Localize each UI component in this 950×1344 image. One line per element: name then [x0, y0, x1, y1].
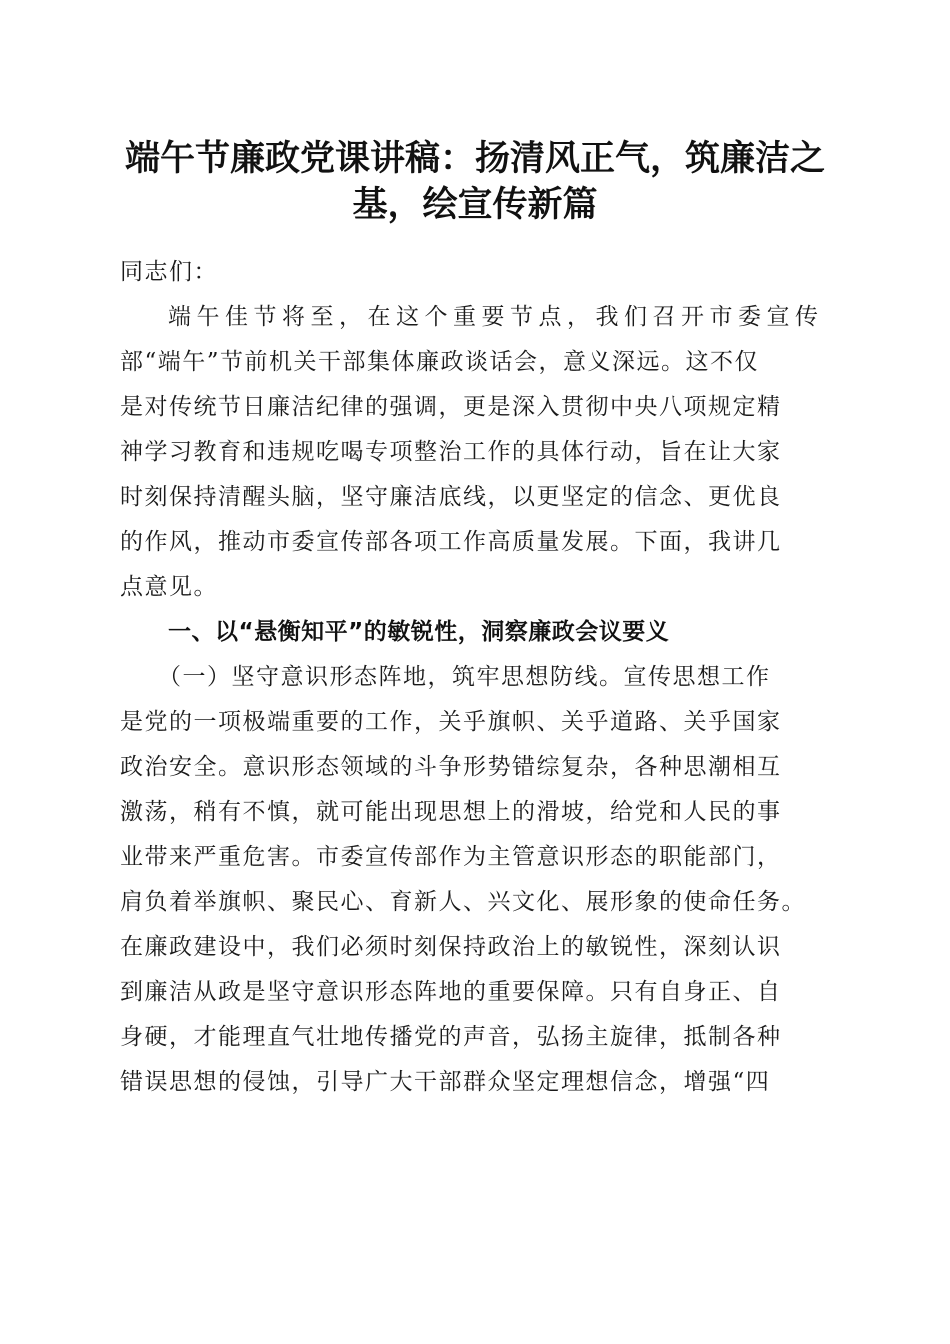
paragraph-line: 错误思想的侵蚀，引导广大干部群众坚定理想信念，增强“四 — [120, 1069, 771, 1095]
document-body — [120, 250, 825, 1105]
paragraph-line: 的作风，推动市委宣传部各项工作高质量发展。下面，我讲几 — [120, 529, 782, 555]
paragraph-line: 点意见。 — [120, 574, 218, 600]
paragraph-line: 政治安全。意识形态领域的斗争形势错综复杂，各种思潮相互 — [120, 754, 782, 780]
paragraph-line: 到廉洁从政是坚守意识形态阵地的重要保障。只有自身正、自 — [120, 979, 782, 1005]
paragraph-section1-point1 — [120, 655, 825, 1105]
section-heading: 一、以“悬衡知平”的敏锐性，洞察廉政会议要义 — [168, 619, 670, 645]
paragraph-line: 在廉政建设中，我们必须时刻保持政治上的敏锐性，深刻认识 — [120, 934, 782, 960]
paragraph-line: 神学习教育和违规吃喝专项整治工作的具体行动，旨在让大家 — [120, 439, 782, 465]
paragraph-line: 时刻保持清醒头脑，坚守廉洁底线，以更坚定的信念、更优良 — [120, 484, 782, 510]
title-line-1: 端午节廉政党课讲稿：扬清风正气，筑廉洁之 — [124, 139, 825, 179]
paragraph-line: 端午佳节将至，在这个重要节点，我们召开市委宣传 — [168, 304, 824, 330]
paragraph-line: 部“端午”节前机关干部集体廉政谈话会，意义深远。这不仅 — [120, 349, 760, 375]
paragraph-line: 是党的一项极端重要的工作，关乎旗帜、关乎道路、关乎国家 — [120, 709, 782, 735]
paragraph-line: 肩负着举旗帜、聚民心、育新人、兴文化、展形象的使命任务。 — [120, 889, 806, 915]
salutation: 同志们： — [120, 259, 218, 285]
paragraph-line: （一）坚守意识形态阵地，筑牢思想防线。宣传思想工作 — [158, 664, 771, 690]
paragraph-line: 身硬，才能理直气壮地传播党的声音，弘扬主旋律，抵制各种 — [120, 1024, 782, 1050]
title-line-2: 基，绘宣传新篇 — [352, 185, 598, 225]
paragraph-intro — [120, 295, 825, 610]
paragraph-line: 激荡，稍有不慎，就可能出现思想上的滑坡，给党和人民的事 — [120, 799, 782, 825]
paragraph-line: 业带来严重危害。市委宣传部作为主管意识形态的职能部门， — [120, 844, 782, 870]
document-title — [100, 136, 850, 228]
paragraph-line: 是对传统节日廉洁纪律的强调，更是深入贯彻中央八项规定精 — [120, 394, 782, 420]
